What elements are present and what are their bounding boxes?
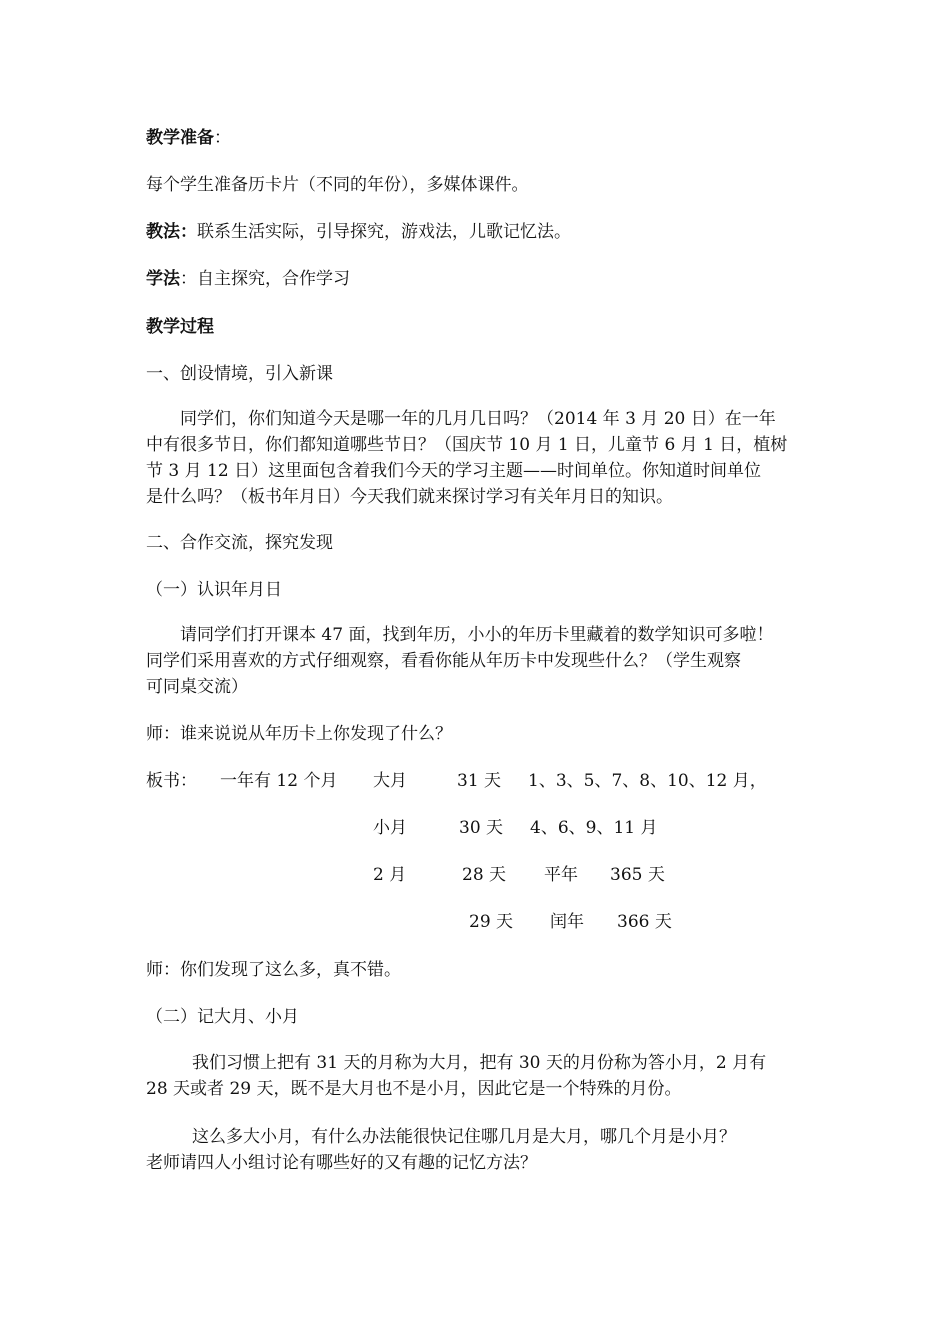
board-row2-days: 30 天: [459, 818, 504, 838]
paragraph-line: 我们习惯上把有 31 天的月称为大月，把有 30 天的月份称为答小月，2 月有: [192, 1053, 767, 1073]
paragraph-line: 这么多大小月，有什么办法能很快记住哪几月是大月，哪几个月是小月？: [192, 1127, 736, 1147]
study-line: [146, 266, 350, 292]
paragraph-line: 28 天或者 29 天，既不是大月也不是小月，因此它是一个特殊的月份。: [146, 1079, 682, 1099]
paragraph-line: 节 3 月 12 日）这里面包含着我们今天的学习主题——时间单位。你知道时间单位: [146, 461, 762, 481]
board-row2-type: 小月: [373, 818, 407, 838]
paragraph-line: 同学们，你们知道今天是哪一年的几月几日吗？（2014 年 3 月 20 日）在一年: [180, 409, 776, 429]
paragraph-line: 老师请四人小组讨论有哪些好的又有趣的记忆方法？: [146, 1153, 537, 1173]
board-row3-days: 28 天: [462, 865, 507, 885]
board-label: 板书：: [146, 771, 197, 791]
section1-paragraph: [146, 406, 810, 510]
board-row4-days: 29 天: [469, 912, 514, 932]
sub2-paragraph-2: [146, 1124, 810, 1176]
board-row3-kind: 平年: [544, 865, 578, 885]
sub1-paragraph: [146, 622, 810, 700]
method-line: [146, 219, 571, 245]
sub2-title: （二）记大月、小月: [146, 1007, 299, 1027]
board-row3-type: 2 月: [373, 865, 407, 885]
board-row2-months: 4、6、9、11 月: [530, 818, 658, 838]
paragraph-line: 中有很多节日，你们都知道哪些节日？（国庆节 10 月 1 日，儿童节 6 月 1 日，植树: [146, 435, 788, 455]
paragraph-line: 同学们采用喜欢的方式仔细观察，看看你能从年历卡中发现些什么？（学生观察: [146, 651, 741, 671]
teacher-question: 师：谁来说说从年历卡上你发现了什么？: [146, 724, 452, 744]
paragraph-line: 是什么吗？（板书年月日）今天我们就来探讨学习有关年月日的知识。: [146, 487, 673, 507]
sub1-title: （一）认识年月日: [146, 580, 282, 600]
section2-title: 二、合作交流，探究发现: [146, 533, 333, 553]
study-text: ：自主探究，合作学习: [180, 269, 350, 289]
process-title: 教学过程: [146, 317, 214, 337]
board-row3-total: 365 天: [610, 865, 665, 885]
study-label: 学法: [146, 269, 180, 289]
prep-text: 每个学生准备历卡片（不同的年份），多媒体课件。: [146, 175, 529, 195]
board-row4-total: 366 天: [617, 912, 672, 932]
method-text: 联系生活实际，引导探究，游戏法，儿歌记忆法。: [197, 222, 571, 242]
teacher-praise: 师：你们发现了这么多，真不错。: [146, 960, 401, 980]
board-row1-type: 大月: [373, 771, 407, 791]
prep-label: 教学准备: [146, 128, 214, 148]
sub2-paragraph-1: [146, 1050, 810, 1102]
prep-colon: ：: [214, 128, 231, 148]
section1-title: 一、创设情境，引入新课: [146, 364, 333, 384]
board-row4-kind: 闰年: [550, 912, 584, 932]
board-row1-days: 31 天: [457, 771, 502, 791]
board-year: 一年有 12 个月: [220, 771, 338, 791]
prep-heading: [146, 125, 231, 151]
paragraph-line: 请同学们打开课本 47 面，找到年历，小小的年历卡里藏着的数学知识可多啦！: [180, 625, 774, 645]
paragraph-line: 可同桌交流）: [146, 677, 248, 697]
board-row1-months: 1、3、5、7、8、10、12 月，: [528, 771, 767, 791]
method-label: 教法：: [146, 222, 197, 242]
